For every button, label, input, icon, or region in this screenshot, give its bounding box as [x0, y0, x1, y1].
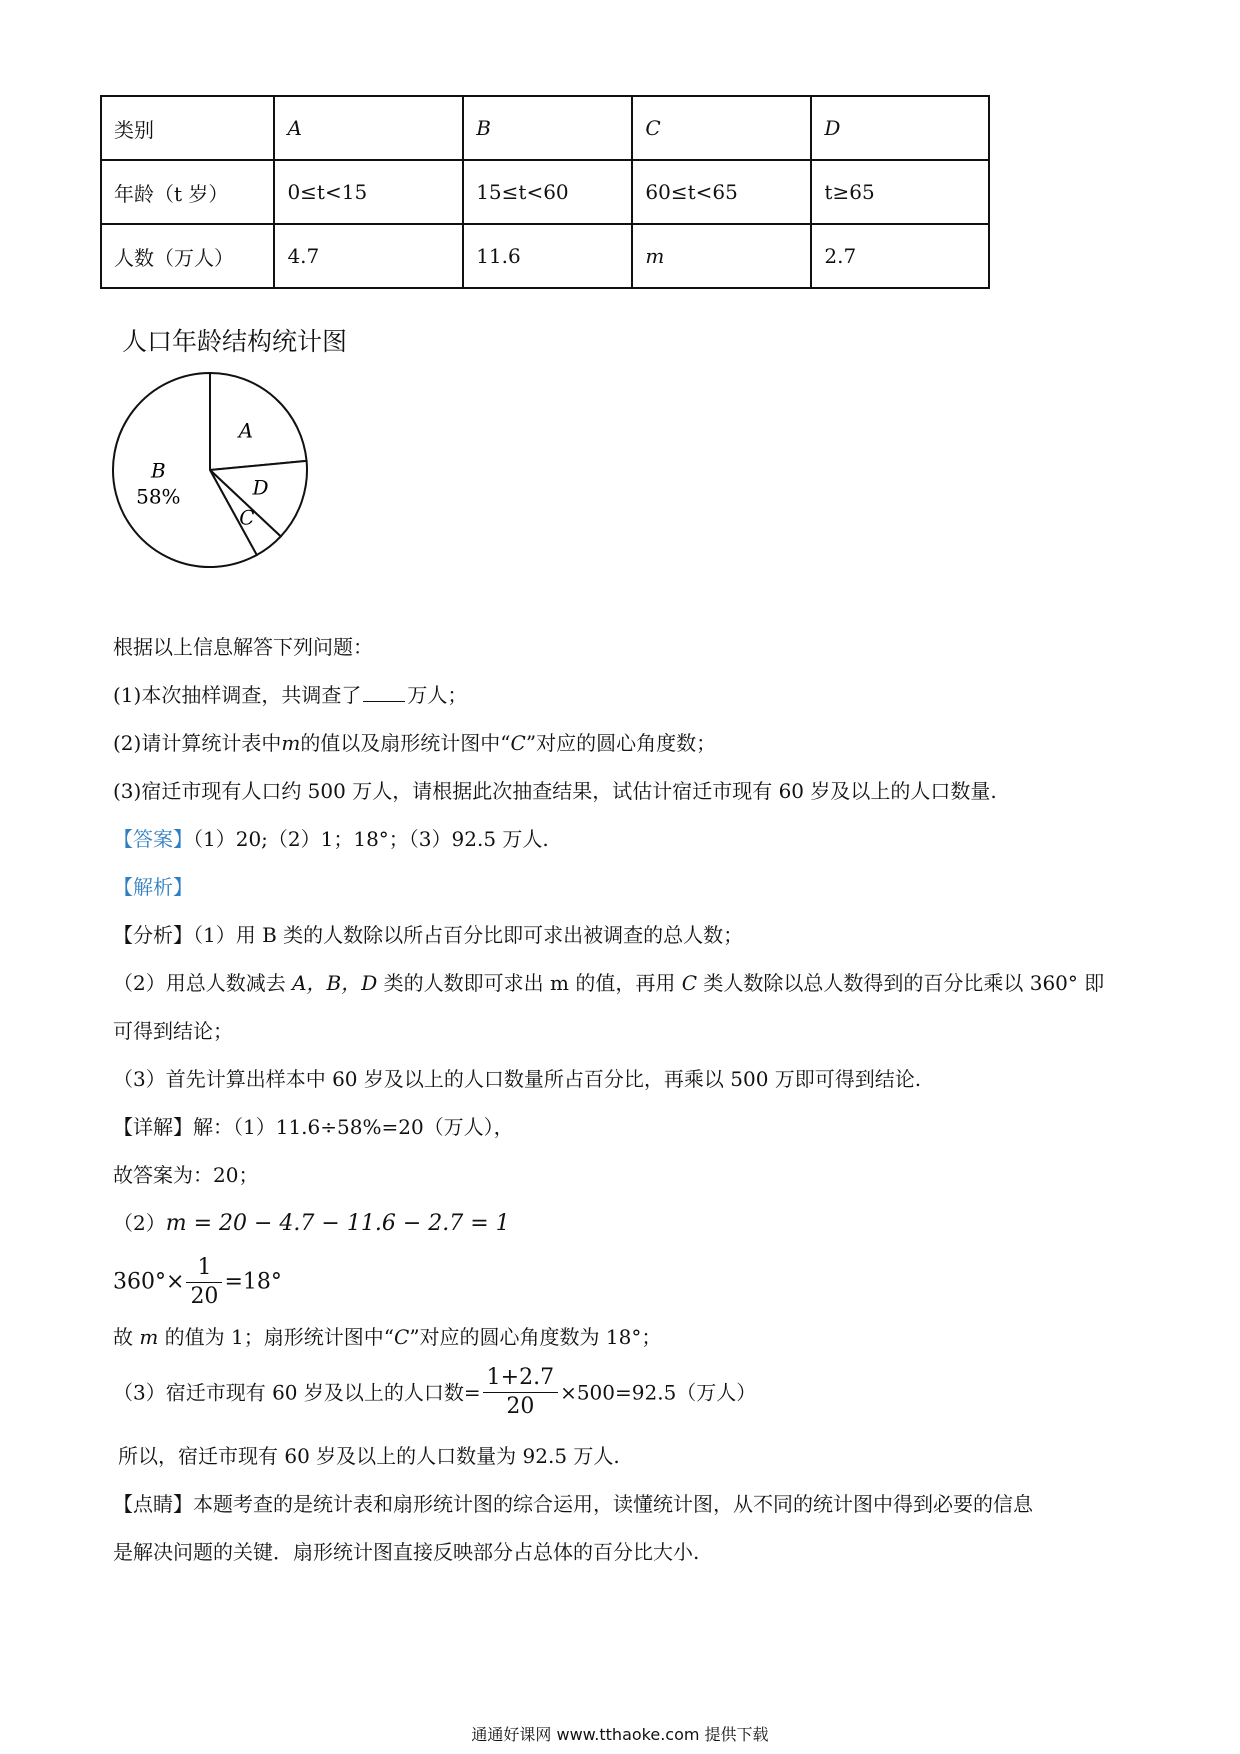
question-2	[113, 729, 716, 757]
answer-text: （1）20;（2）1；18°；（3）92.5 万人.	[193, 827, 549, 851]
answer-line	[113, 825, 549, 853]
table-cell: 60≤t<65	[632, 160, 811, 224]
detail-line-2: 故答案为：20；	[113, 1163, 259, 1187]
detail-text-6b: ×500=92.5（万人）	[560, 1380, 757, 1405]
detail-text-1: 解：（1）11.6÷58%=20（万人），	[193, 1115, 514, 1139]
analysis-line-3: 可得到结论；	[113, 1019, 233, 1043]
table-cell: m	[632, 224, 811, 288]
comment-line-2: 是解决问题的关键．扇形统计图直接反映部分占总体的百分比大小.	[113, 1540, 700, 1564]
fraction-numerator-2: 1+2.7	[483, 1364, 558, 1393]
question-1	[113, 681, 467, 709]
question-2-text-b: 的值以及扇形统计图中“	[300, 731, 511, 755]
table-cell: 4.7	[274, 224, 463, 288]
table-cell: 2.7	[811, 224, 989, 288]
detail-line-6	[113, 1364, 756, 1421]
angle-result: =18°	[224, 1269, 282, 1295]
analysis-category-c: C	[681, 971, 697, 995]
detail-line-7: 所以，宿迁市现有 60 岁及以上的人口数量为 92.5 万人.	[118, 1444, 620, 1468]
fraction-population	[483, 1364, 558, 1421]
question-2-text: (2)请计算统计表中	[113, 731, 282, 755]
table-cell: D	[811, 96, 989, 160]
pie-slice-a	[210, 373, 307, 470]
category-c: C	[510, 731, 526, 755]
analysis-text-1: （1）用 B 类的人数除以所占百分比即可求出被调查的总人数；	[193, 923, 744, 947]
answer-blank	[363, 683, 405, 702]
table-cell: B	[463, 96, 632, 160]
table-cell: 11.6	[463, 224, 632, 288]
table-cell: 0≤t<15	[274, 160, 463, 224]
analysis-line-4: （3）首先计算出样本中 60 岁及以上的人口数量所占百分比，再乘以 500 万即可得到结论.	[113, 1067, 922, 1091]
table-row	[101, 96, 989, 160]
analysis-text-2b: 类的人数即可求出 m 的值，再用	[377, 971, 682, 995]
detail-text-3a: （2）	[113, 1211, 166, 1235]
pie-label-a: A	[238, 418, 254, 443]
angle-expression: 360°×	[113, 1269, 185, 1295]
comment-text-1: 本题考查的是统计表和扇形统计图的综合运用，读懂统计图，从不同的统计图中得到必要的信息	[193, 1492, 1033, 1516]
pie-label-c: C	[239, 505, 255, 530]
analysis-tag: 【解析】	[113, 875, 193, 899]
fraction-numerator: 1	[186, 1254, 222, 1283]
comment-tag: 【点睛】	[113, 1492, 193, 1516]
question-3: (3)宿迁市现有人口约 500 万人，请根据此次抽查结果，试估计宿迁市现有 60 岁及以上的人口数量.	[113, 779, 997, 803]
table-cell: 类别	[101, 96, 274, 160]
fraction-denominator: 20	[190, 1284, 219, 1309]
fraction-denominator-2: 20	[506, 1394, 535, 1419]
analysis-tag-fen: 【分析】	[113, 923, 193, 947]
detail-variable-m: m	[139, 1325, 159, 1349]
analysis-text-2d: 类人数除以总人数得到的百分比乘以 360° 即	[697, 971, 1105, 995]
detail-text-5d: ”对应的圆心角度数为 18°；	[409, 1325, 662, 1349]
table-cell: C	[632, 96, 811, 160]
analysis-line-2	[113, 969, 1104, 997]
table-cell: 15≤t<60	[463, 160, 632, 224]
table-row	[101, 224, 989, 288]
questions-intro: 根据以上信息解答下列问题：	[113, 635, 373, 659]
pie-label-b: B	[150, 458, 166, 483]
comment-line-1	[113, 1490, 1033, 1518]
detail-text-6a: （3）宿迁市现有 60 岁及以上的人口数=	[113, 1380, 481, 1405]
detail-text-5b: 的值为 1；扇形统计图中“	[158, 1325, 394, 1349]
detail-line-1	[113, 1113, 514, 1141]
analysis-categories: A，B，D	[292, 971, 378, 995]
pie-value-label-b: 58%	[136, 484, 181, 509]
detail-tag: 【详解】	[113, 1115, 193, 1139]
equation-m: m = 20 − 4.7 − 11.6 − 2.7 = 1	[165, 1211, 510, 1236]
chart-title: 人口年龄结构统计图	[122, 327, 348, 356]
fraction-1-20	[186, 1254, 222, 1311]
page-footer: 通通好课网 www.tthaoke.com 提供下载	[471, 1725, 769, 1744]
analysis-text-2a: （2）用总人数减去	[113, 971, 293, 995]
pie-label-d: D	[252, 475, 269, 500]
question-2-text-c: ”对应的圆心角度数；	[525, 731, 717, 755]
detail-line-5	[113, 1323, 661, 1351]
analysis-line-1	[113, 921, 743, 949]
detail-category-c: C	[394, 1325, 410, 1349]
detail-line-4	[113, 1254, 282, 1311]
table-row	[101, 160, 989, 224]
table-cell: A	[274, 96, 463, 160]
question-1-unit: 万人；	[407, 683, 468, 707]
table-cell: 人数（万人）	[101, 224, 274, 288]
pie-chart	[110, 370, 310, 570]
detail-line-3	[113, 1209, 510, 1238]
question-1-text: (1)本次抽样调查，共调查了	[113, 683, 362, 707]
statistics-table	[100, 95, 990, 289]
table-cell: t≥65	[811, 160, 989, 224]
detail-text-5a: 故	[113, 1325, 140, 1349]
variable-m: m	[281, 731, 301, 755]
table-cell: 年龄（t 岁）	[101, 160, 274, 224]
answer-tag: 【答案】	[113, 827, 193, 851]
